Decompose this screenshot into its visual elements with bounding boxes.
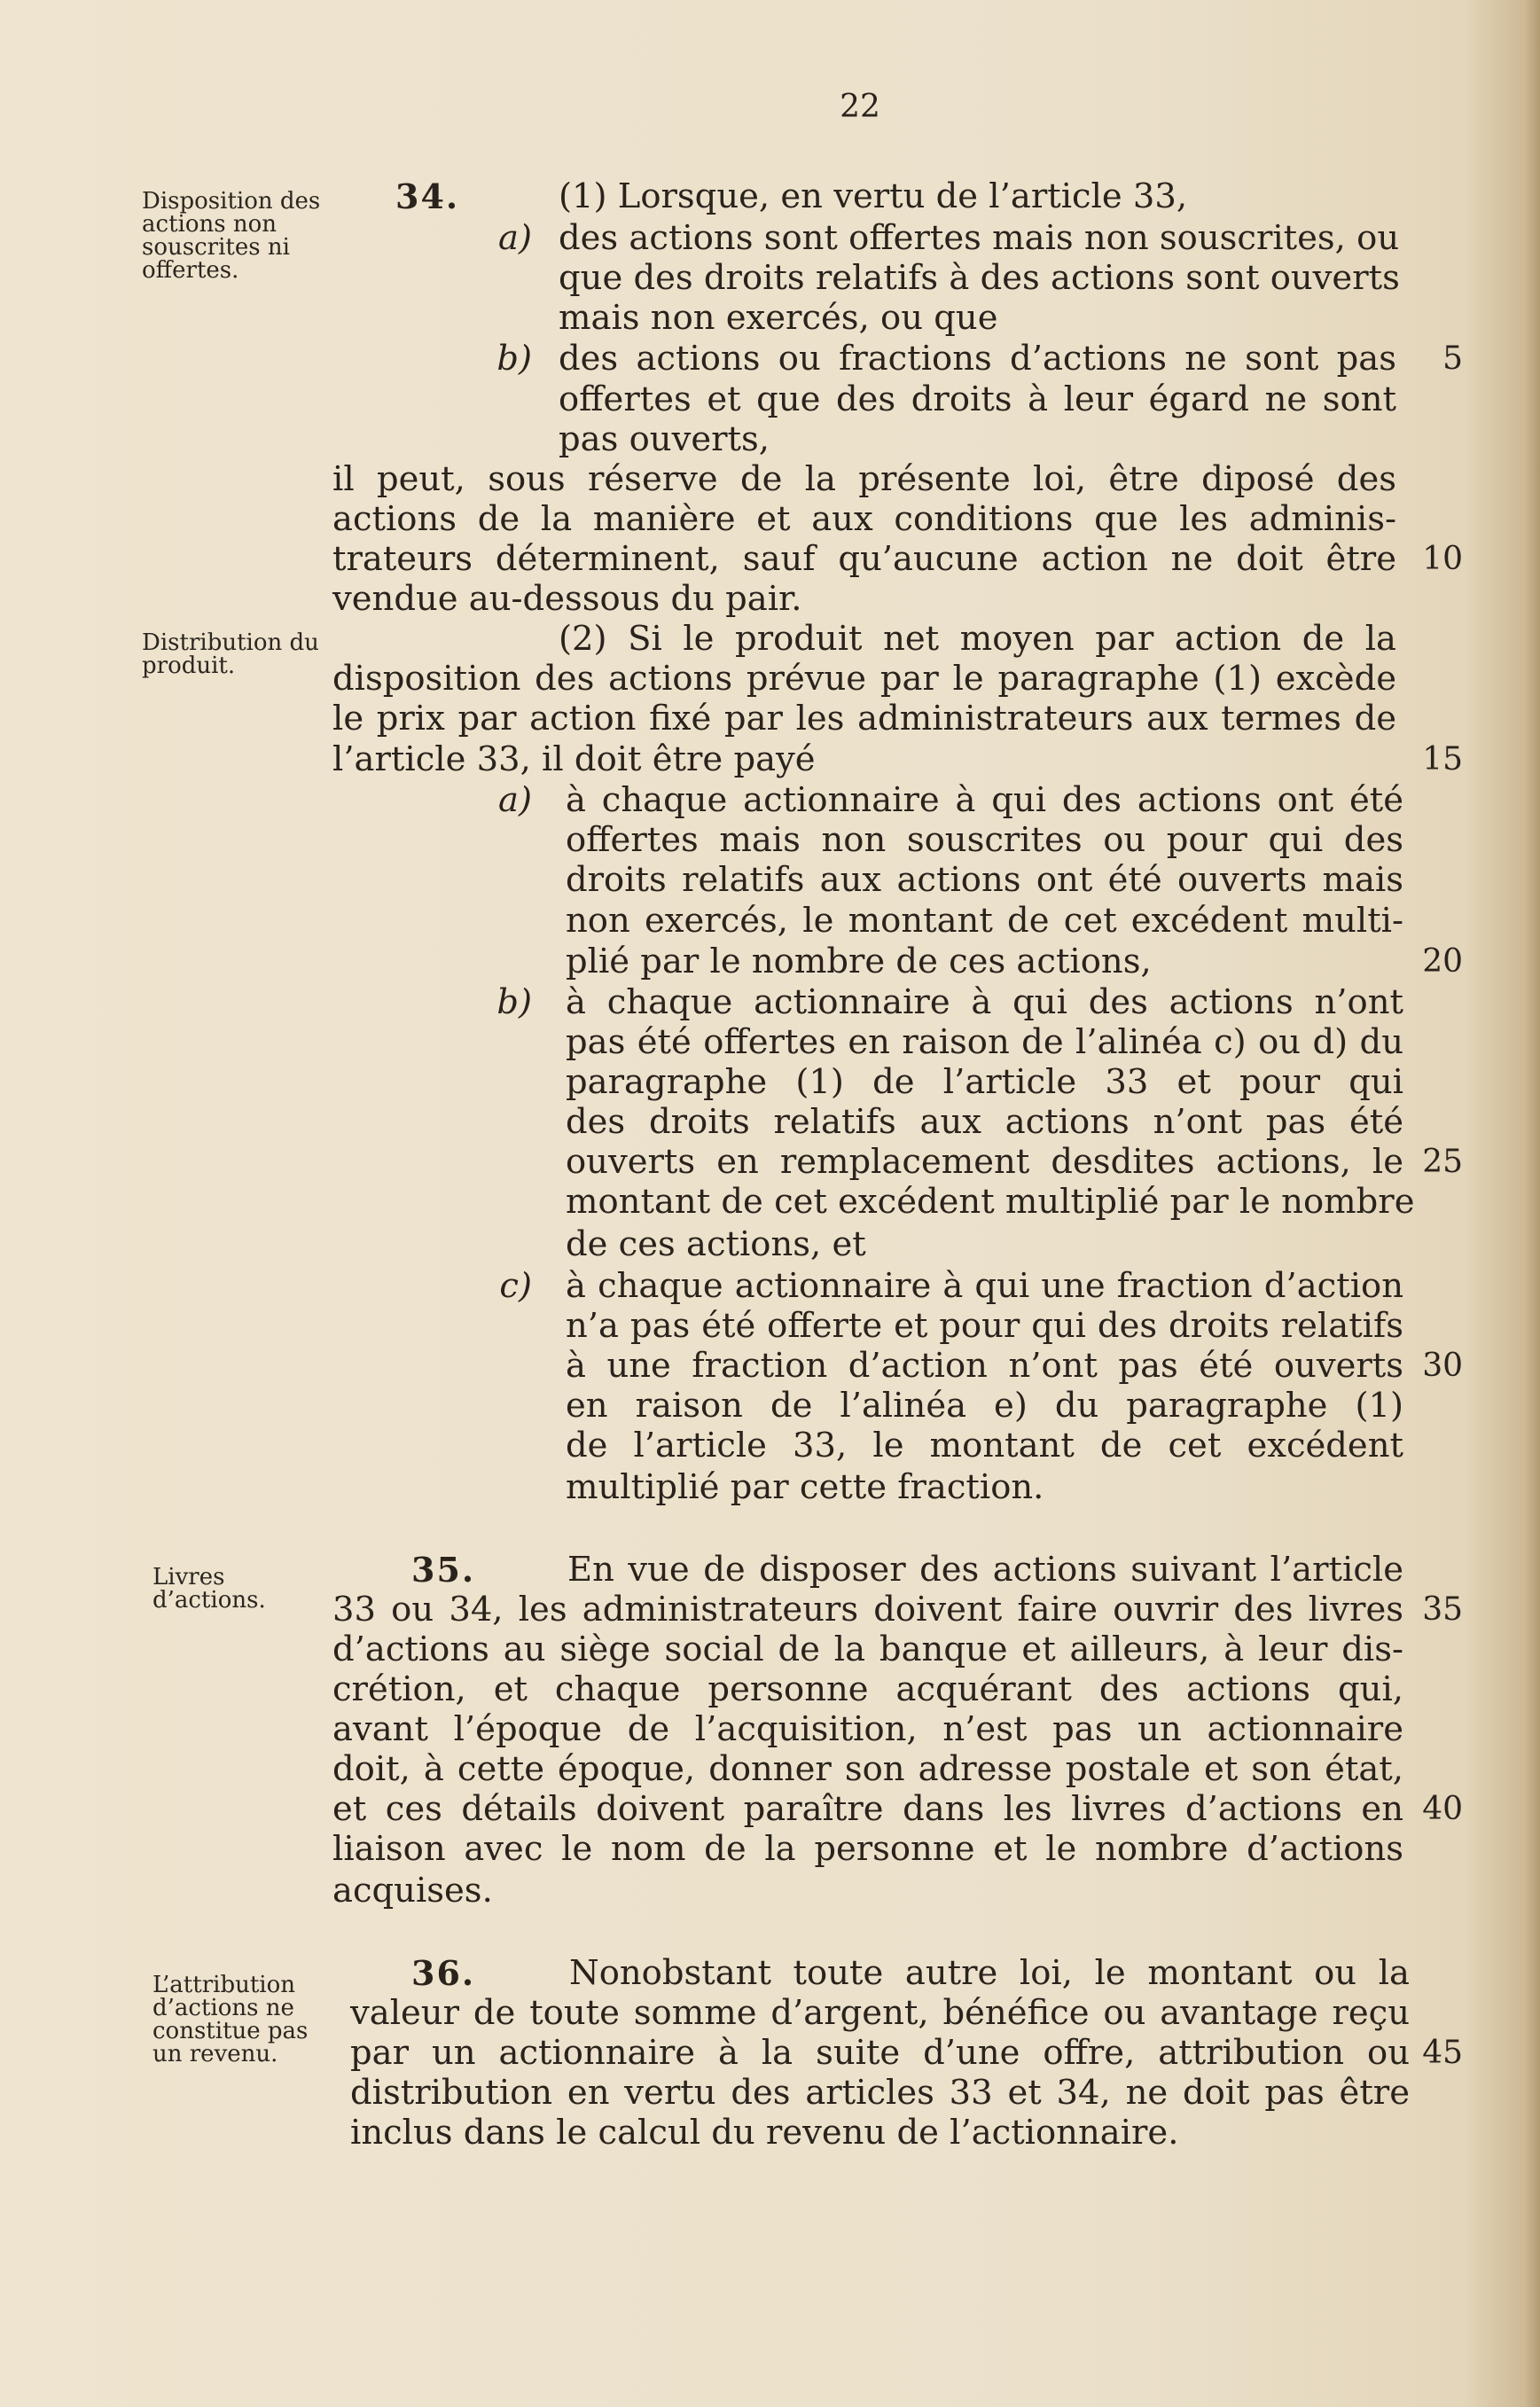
text-line: de l’article 33, le montant de cet excédent: [566, 1426, 1403, 1465]
text-line: l’article 33, il doit être payé: [332, 739, 816, 779]
line-number: 10: [1422, 541, 1463, 577]
label-b-2: b): [496, 982, 532, 1022]
text-line: (2) Si le produit net moyen par action de la: [559, 619, 1396, 659]
margin-note-attribution: L’attribution d’actions ne constitue pas un revenu.: [152, 1972, 309, 2067]
text-line: crétion, et chaque personne acquérant des actions qui,: [332, 1669, 1403, 1709]
text-line: à chaque actionnaire à qui des actions ont été: [566, 780, 1403, 820]
article-number-34: 34.: [395, 176, 460, 216]
text-line: offertes mais non souscrites ou pour qui des: [566, 820, 1403, 860]
text-line: disposition des actions prévue par le paragraphe (1) excède: [332, 659, 1396, 699]
text-line: valeur de toute somme d’argent, bénéfice ou avantage reçu: [350, 1993, 1410, 2033]
text-line: vendue au-dessous du pair.: [332, 579, 802, 619]
page-number: 22: [840, 89, 880, 125]
label-b-1: b): [496, 339, 532, 379]
line-number: 35: [1422, 1591, 1463, 1628]
text-line: pas été offertes en raison de l’alinéa c) ou d) du: [566, 1022, 1403, 1062]
text-line: montant de cet excédent multiplié par le nombre: [566, 1182, 1415, 1222]
text-line: en raison de l’alinéa e) du paragraphe (1): [566, 1386, 1403, 1426]
text-line: des actions sont offertes mais non souscrites, ou: [559, 218, 1400, 258]
text-line: des actions ou fractions d’actions ne sont pas: [559, 339, 1396, 379]
text-line: d’actions au siège social de la banque et ailleurs, à leur dis-: [332, 1629, 1403, 1669]
text-line: plié par le nombre de ces actions,: [566, 942, 1152, 981]
line-number: 20: [1422, 943, 1463, 980]
margin-note-livres: Livres d’actions.: [152, 1564, 266, 1614]
text-line: (1) Lorsque, en vertu de l’article 33,: [559, 176, 1188, 216]
article-number-36: 36.: [411, 1953, 476, 1993]
margin-note-disposition: Disposition des actions non souscrites ni offertes.: [142, 188, 321, 284]
line-number: 30: [1422, 1348, 1463, 1384]
margin-note-distribution: Distribution du produit.: [142, 629, 319, 679]
text-line: à une fraction d’action n’ont pas été ouverts: [566, 1346, 1403, 1386]
text-line: mais non exercés, ou que: [559, 298, 998, 338]
text-line: droits relatifs aux actions ont été ouverts mais: [566, 860, 1403, 900]
text-line: pas ouverts,: [559, 419, 770, 459]
text-line: à chaque actionnaire à qui une fraction d’action: [566, 1266, 1403, 1306]
text-line: multiplié par cette fraction.: [566, 1467, 1044, 1507]
text-line: non exercés, le montant de cet excédent multi-: [566, 901, 1403, 941]
text-line: En vue de disposer des actions suivant l’article: [567, 1550, 1403, 1590]
article-number-35: 35.: [411, 1550, 476, 1590]
text-line: actions de la manière et aux conditions que les adminis-: [332, 499, 1396, 539]
line-number: 15: [1422, 741, 1463, 778]
text-line: 33 ou 34, les administrateurs doivent faire ouvrir des livres: [332, 1590, 1403, 1629]
text-line: liaison avec le nom de la personne et le nombre d’actions: [332, 1829, 1403, 1869]
text-line: que des droits relatifs à des actions sont ouverts: [559, 258, 1400, 298]
text-line: Nonobstant toute autre loi, le montant ou la: [569, 1953, 1410, 1993]
text-line: doit, à cette époque, donner son adresse postale et son état,: [332, 1749, 1403, 1789]
text-line: trateurs déterminent, sauf qu’aucune action ne doit être: [332, 539, 1396, 579]
line-number: 5: [1442, 340, 1463, 377]
text-line: n’a pas été offerte et pour qui des droits relatifs: [566, 1306, 1403, 1346]
text-line: et ces détails doivent paraître dans les livres d’actions en: [332, 1789, 1403, 1829]
line-number: 45: [1422, 2035, 1463, 2071]
text-line: avant l’époque de l’acquisition, n’est pas un actionnaire: [332, 1709, 1403, 1749]
text-line: offertes et que des droits à leur égard ne sont: [559, 379, 1396, 419]
text-line: ouverts en remplacement desdites actions, le: [566, 1142, 1403, 1182]
text-line: de ces actions, et: [566, 1224, 866, 1264]
text-line: acquises.: [332, 1871, 493, 1911]
text-line: paragraphe (1) de l’article 33 et pour qui: [566, 1062, 1403, 1102]
label-c-2: c): [499, 1266, 532, 1306]
line-number: 25: [1422, 1144, 1463, 1180]
text-line: des droits relatifs aux actions n’ont pas été: [566, 1102, 1403, 1142]
text-line: distribution en vertu des articles 33 et 34, ne doit pas être: [350, 2073, 1410, 2113]
text-line: le prix par action fixé par les administrateurs aux termes de: [332, 699, 1396, 739]
text-line: à chaque actionnaire à qui des actions n’ont: [566, 982, 1403, 1022]
label-a-1: a): [498, 218, 532, 258]
text-line: inclus dans le calcul du revenu de l’actionnaire.: [350, 2113, 1179, 2153]
label-a-2: a): [498, 780, 532, 820]
text-line: il peut, sous réserve de la présente loi, être diposé des: [332, 459, 1396, 499]
text-line: par un actionnaire à la suite d’une offre, attribution ou: [350, 2033, 1410, 2073]
line-number: 40: [1422, 1791, 1463, 1827]
